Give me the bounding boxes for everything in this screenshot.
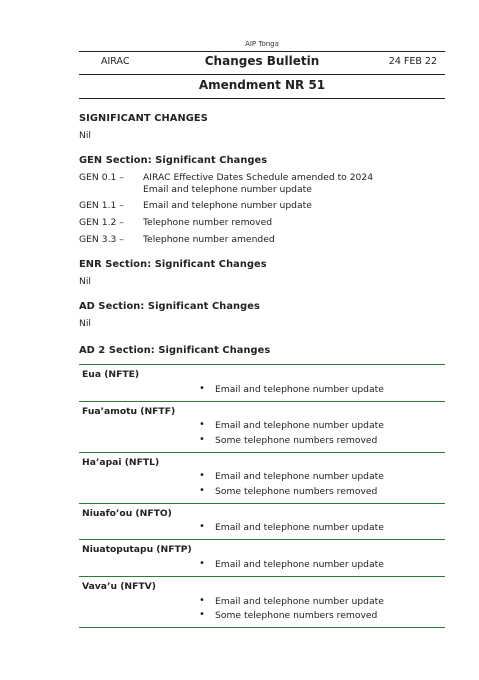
publication-name: AIP Tonga (245, 40, 279, 48)
ad2-row-rule (79, 503, 445, 504)
aerodrome-change-text: Email and telephone number update (215, 420, 384, 431)
enr-value: Nil (79, 276, 91, 287)
gen-item-code: GEN 1.1 – (79, 200, 124, 211)
ad-heading: AD Section: Significant Changes (79, 301, 260, 312)
gen-item-desc: Telephone number removed (143, 217, 273, 228)
significant-changes-value: Nil (79, 130, 91, 141)
airac-label: AIRAC (101, 56, 130, 67)
aerodrome-name: Niuatoputapu (NFTP) (82, 544, 192, 555)
bullet-icon: • (199, 558, 205, 569)
gen-item-line: Email and telephone number update (143, 184, 312, 195)
ad2-row-rule (79, 627, 445, 628)
bullet-icon: • (199, 419, 205, 430)
bullet-icon: • (199, 609, 205, 620)
ad2-row-rule (79, 539, 445, 540)
aerodrome-name: Fua’amotu (NFTF) (82, 406, 176, 417)
bulletin-title: Changes Bulletin (204, 54, 320, 68)
gen-item-code: GEN 3.3 – (79, 234, 124, 245)
aerodrome-change-text: Email and telephone number update (215, 596, 384, 607)
aerodrome-name: Vava’u (NFTV) (82, 581, 156, 592)
bullet-icon: • (199, 595, 205, 606)
bullet-icon: • (199, 434, 205, 445)
aerodrome-name: Niuafo’ou (NFTO) (82, 508, 172, 519)
aerodrome-change-text: Email and telephone number update (215, 559, 384, 570)
aerodrome-change-text: Some telephone numbers removed (215, 610, 378, 621)
bulletin-header (79, 52, 445, 72)
bullet-icon: • (199, 485, 205, 496)
significant-changes-heading: SIGNIFICANT CHANGES (79, 113, 208, 124)
aerodrome-name: Ha’apai (NFTL) (82, 457, 160, 468)
gen-item-code: GEN 0.1 – (79, 172, 124, 183)
ad2-row-rule (79, 452, 445, 453)
ad2-row-rule (79, 576, 445, 577)
aerodrome-change-text: Email and telephone number update (215, 471, 384, 482)
bullet-icon: • (199, 521, 205, 532)
gen-item-desc: Email and telephone number update (143, 200, 312, 211)
ad-value: Nil (79, 318, 91, 329)
ad2-row-rule (79, 401, 445, 402)
bullet-icon: • (199, 470, 205, 481)
ad2-row-rule (79, 364, 445, 365)
header-rule-middle (79, 74, 445, 75)
gen-item-code: GEN 1.2 – (79, 217, 124, 228)
gen-item-desc: Telephone number amended (143, 234, 275, 245)
bullet-icon: • (199, 383, 205, 394)
gen-item-desc (143, 172, 373, 196)
aerodrome-change-text: Some telephone numbers removed (215, 486, 378, 497)
gen-heading: GEN Section: Significant Changes (79, 155, 268, 166)
bulletin-date: 24 FEB 22 (388, 56, 437, 67)
aerodrome-change-text: Some telephone numbers removed (215, 435, 378, 446)
aerodrome-name: Eua (NFTE) (82, 369, 140, 380)
gen-item-line: AIRAC Effective Dates Schedule amended to 2024 (143, 172, 374, 183)
ad2-heading: AD 2 Section: Significant Changes (79, 345, 271, 356)
header-rule-bottom (79, 98, 445, 99)
amendment-title: Amendment NR 51 (198, 78, 326, 92)
enr-heading: ENR Section: Significant Changes (79, 259, 267, 270)
aerodrome-change-text: Email and telephone number update (215, 384, 384, 395)
aerodrome-change-text: Email and telephone number update (215, 522, 384, 533)
